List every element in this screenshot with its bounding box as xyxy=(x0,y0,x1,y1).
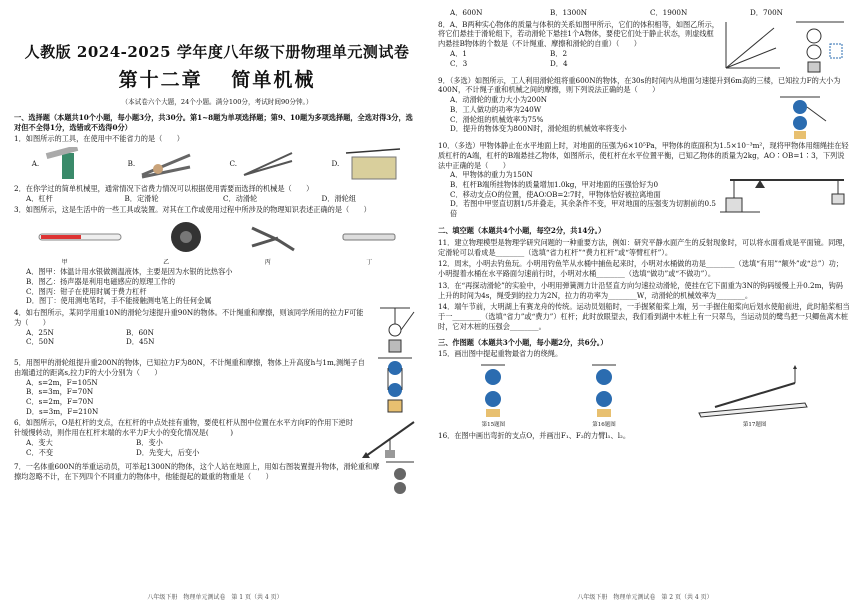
question-8: 8．A、B两种实心物体的质量与体积的关系如图甲所示，它们的体积相等，如图乙所示，将它们悬挂于滑轮组下，若动滑轮下悬挂1个A物体，要使它们处于静止状态，则虚线框内悬挂B物体的个数是（不计绳重、摩擦和滑轮的自重）（ ） xyxy=(438,19,719,49)
fig15-label: 第15题图 xyxy=(481,421,506,428)
q1-opt-a: A. xyxy=(31,159,40,169)
chapter-number: 第十二章 xyxy=(118,69,203,92)
speaker-icon xyxy=(166,220,206,254)
q7-pulley-figure xyxy=(380,460,420,500)
q1-opt-c: C. xyxy=(229,159,238,169)
q2-option-d: D．滑轮组 xyxy=(321,193,357,203)
test-pen-icon xyxy=(339,220,399,254)
section-drawing-title: 三、作图题（本题共3个小题，每小题2分，共6分。） xyxy=(438,337,608,347)
q8-figure xyxy=(720,18,850,74)
question-4: 4．如右图所示，某同学用重10N的滑轮匀速提升重90N的物体。不计绳重和摩擦，则该同学所用的拉力F可能为（ ） xyxy=(14,308,364,327)
footer-left: 八年级下册 物理单元测试卷 第 1 页（共 4 页） xyxy=(147,593,283,601)
q7-option-b: B．1300N xyxy=(550,8,588,17)
q4-option-a: A．25N xyxy=(26,327,54,337)
q4-option-c: C．50N xyxy=(26,337,55,347)
q6-option-c: C．不变 xyxy=(26,447,54,457)
q6-option-b: B．变小 xyxy=(136,437,163,447)
q2-option-a: A．杠杆 xyxy=(26,193,53,203)
q7-option-d: D．700N xyxy=(750,8,783,17)
q7-option-a: A．600N xyxy=(450,8,483,17)
q5-option-d: D．s=3m，F=210N xyxy=(26,406,99,416)
question-11: 11．建立物理模型是物理学研究问题的一种重要方法，例如：研究平静水面产生的反射现象时，可以将水面看成是平面镜。同理，定滑轮可以看成是________（选填“省力杠杆”“费力杠杆”或“等臂杠杆”）。 xyxy=(438,238,850,257)
q9-option-d: D．提升的物体变为800N时，滑轮组的机械效率将变小 xyxy=(450,124,627,134)
q6-option-d: D．先变大，后变小 xyxy=(136,447,200,457)
q1-images xyxy=(14,146,420,182)
q3-option-b: B．图乙：扬声器是利用电磁感应的原理工作的 xyxy=(26,276,176,286)
q3-images xyxy=(14,217,420,257)
tongs-icon xyxy=(240,147,296,181)
q3-option-a: A．图甲：体温计用水银做测温液体，主要是因为水银的比热容小 xyxy=(26,267,233,277)
drawing-figures xyxy=(438,359,850,429)
question-12: 12．周末，小明去钓鱼玩。小明用钓鱼竿从水桶中捕鱼起来时，小明对水桶做的功是________（选填“有用”“额外”或“总”）功；小明提着水桶在水平路面匀速前行时，小明对水桶________（选填“做功”或“不做功”）。 xyxy=(438,259,843,279)
q5-option-c: C．s=2m，F=70N xyxy=(26,396,94,406)
exam-title: 人教版 2024-2025 学年度八年级下册物理单元测试卷 xyxy=(24,43,410,61)
section-choice-title: 一、选择题（本题共10个小题，每小题3分，共30分。第1~8题为单项选择题；第9、10题为多项选择题，全选对得3分，选对但不全得1分，选错或不选得0分） xyxy=(14,112,413,132)
q9-option-b: B．工人做功的功率为240W xyxy=(450,104,542,114)
question-3: 3．如图所示，这是生活中的一些工具或装置。对其在工作或使用过程中所涉及的物理知识表述正确的是（ ） xyxy=(14,205,371,215)
q5-option-a: A．s=2m，F=105N xyxy=(26,377,98,387)
q1-opt-b: B. xyxy=(127,159,136,169)
chapter-name: 简单机械 xyxy=(231,69,316,92)
question-5: 5．用图甲的滑轮组提升重200N的物体，已知拉力F为80N，不计绳重和摩擦，物体上升高度h与1m,测绳子自由端通过的距离s,拉力F的大小分别为（ ） xyxy=(14,358,365,377)
q17-clipper-figure xyxy=(695,363,815,419)
right-page xyxy=(430,0,860,608)
question-9: 9．（多选）如图所示，工人利用滑轮组将重600N的物体，在30s的时间内从地面匀速提升到6m高的三楼，已知拉力F的大小为400N，不计绳子重和机械之间的摩擦，则下列说法正确的是（ ） xyxy=(438,75,841,95)
footer-right: 八年级下册 物理单元测试卷 第 2 页（共 4 页） xyxy=(577,593,713,601)
q9-pulley-figure xyxy=(760,95,850,139)
q5-pulley-figure xyxy=(370,356,420,416)
question-16: 16．在图中画出弯折的支点O，并画出F₁、F₂的力臂l₁、l₂。 xyxy=(438,430,631,440)
bottle-opener-icon xyxy=(42,147,92,181)
question-6: 6．如图所示，O是杠杆的支点，在杠杆的中点处挂有重物，要使杠杆从图中位置在水平方向F的作用下逆时针缓慢转动，则作用在杠杆末端的水平力F大小的变化情况是( ) xyxy=(14,418,353,438)
q15-pulley-figure xyxy=(473,363,513,419)
q8-option-b: B．2 xyxy=(550,48,568,58)
section-fill-title: 二、填空题（本题共4个小题，每空2分，共14分。） xyxy=(438,226,606,236)
q2-options xyxy=(26,194,420,204)
question-15: 15．画出图中提起重物最省力的绕绳。 xyxy=(438,349,563,359)
question-2: 2．在你学过的简单机械里，通常情况下省费力情况可以根据使用需要而选择的机械是（ ） xyxy=(14,183,314,193)
q9-option-c: C．滑轮组的机械效率为75% xyxy=(450,114,544,124)
thermometer-icon xyxy=(35,220,125,254)
chapter-heading xyxy=(14,68,420,94)
q2-option-b: B．定滑轮 xyxy=(124,193,159,203)
q1-opt-d: D. xyxy=(331,159,340,169)
lever-crate-icon xyxy=(342,147,402,181)
question-1: 1．如图所示的工具，在使用中不能省力的是（ ） xyxy=(14,134,184,144)
pliers-icon xyxy=(248,220,298,254)
fig17-label: 第17题图 xyxy=(742,421,767,428)
q3-label-ding: 丁 xyxy=(366,259,373,267)
q3-label-bing: 丙 xyxy=(264,259,271,267)
q7-options xyxy=(450,8,850,18)
q10-option-b: B．杠杆B端所挂物体的质量增加1.0kg，甲对地面的压强恰好为0 xyxy=(450,180,659,190)
q10-lever-figure xyxy=(720,170,850,220)
q3-label-jia: 甲 xyxy=(61,259,68,267)
q3-option-c: C．图丙：钳子在使用时属于费力杠杆 xyxy=(26,286,147,296)
q3-labels xyxy=(14,259,420,267)
q10-option-a: A．甲物体的重力为150N xyxy=(450,170,533,180)
nutcracker-icon xyxy=(138,147,194,181)
q4-option-d: D．45N xyxy=(126,337,155,347)
question-10: 10．（多选）甲物体静止在水平地面上时，对地面的压强为6×10⁵Pa，甲物体的底面积为1.5×10⁻³m²，现将甲物体用细绳挂在轻质杠杆的A端，杠杆的B端悬挂乙物体，如图所示，使杠杆在水平位置平衡，已知乙物体的质量为2kg，AO∶OB=1∶3，下列说法中正确的是（ ） xyxy=(438,141,849,170)
q16-pulley-figure xyxy=(584,363,624,419)
exam-note: （本试卷六个大题，24个小题。满分100分，考试时间90分钟。） xyxy=(121,97,313,106)
question-14: 14．端午节前，大明湖上有赛龙舟的传统。运动员划船时，一手握紧船桨上端，另一手握住船桨向后划水使船前进，此时船桨相当于一________（选填“省力”或“费力”）杠杆；此时放眼望去，我们看到湖中木桩上有一只翠鸟，当运动员的鹭鸟把一只鲫鱼离木桩时，它对木桩的压强会________。 xyxy=(438,302,850,331)
question-7: 7．一名体重600N的举重运动员，可举起1300N的物体，这个人站在地面上，用如右图装置提升物体，滑轮重和摩擦均忽略不计，在下列四个不同重力的物体中，他能提起的最重的物重是（ ） xyxy=(14,462,380,482)
q3-option-d: D．图丁：使用测电笔时，手不能接触测电笔上的任何金属 xyxy=(26,296,212,306)
q6-option-a: A．变大 xyxy=(26,437,53,447)
q8-option-d: D．4 xyxy=(550,58,568,68)
question-13: 13．在“再探动滑轮”的实验中，小明用弹簧测力计沿竖直方向匀速拉动滑轮，使挂在它下面重为3N的钩码缓慢上升0.2m，钩码上升的时间为4s，绳受到的拉力为2N，拉力的功率为________W，动滑轮的机械效率为________。 xyxy=(438,280,843,300)
q8-option-c: C．3 xyxy=(450,58,468,68)
q7-option-c: C．1900N xyxy=(650,8,688,17)
q3-label-yi: 乙 xyxy=(163,259,170,267)
q4-pulley-figure xyxy=(370,306,420,356)
q2-option-c: C．动滑轮 xyxy=(223,193,258,203)
q6-lever-figure xyxy=(360,416,420,460)
fig16-label: 第16题图 xyxy=(592,421,616,428)
q8-option-a: A．1 xyxy=(450,48,467,58)
q10-option-d: D．若图中甲竖直切割1/5并叠走，其余条件不变，甲对地面的压强变为切割前的0.5倍 xyxy=(450,199,716,219)
q5-option-b: B．s=3m，F=70N xyxy=(26,387,94,397)
q4-option-b: B．60N xyxy=(126,327,154,337)
q10-option-c: C．移动支点O的位置，使AO∶OB=2∶7时，甲物体恰好被拉离地面 xyxy=(450,189,661,199)
q9-option-a: A．动滑轮的重力大小为200N xyxy=(450,95,548,105)
